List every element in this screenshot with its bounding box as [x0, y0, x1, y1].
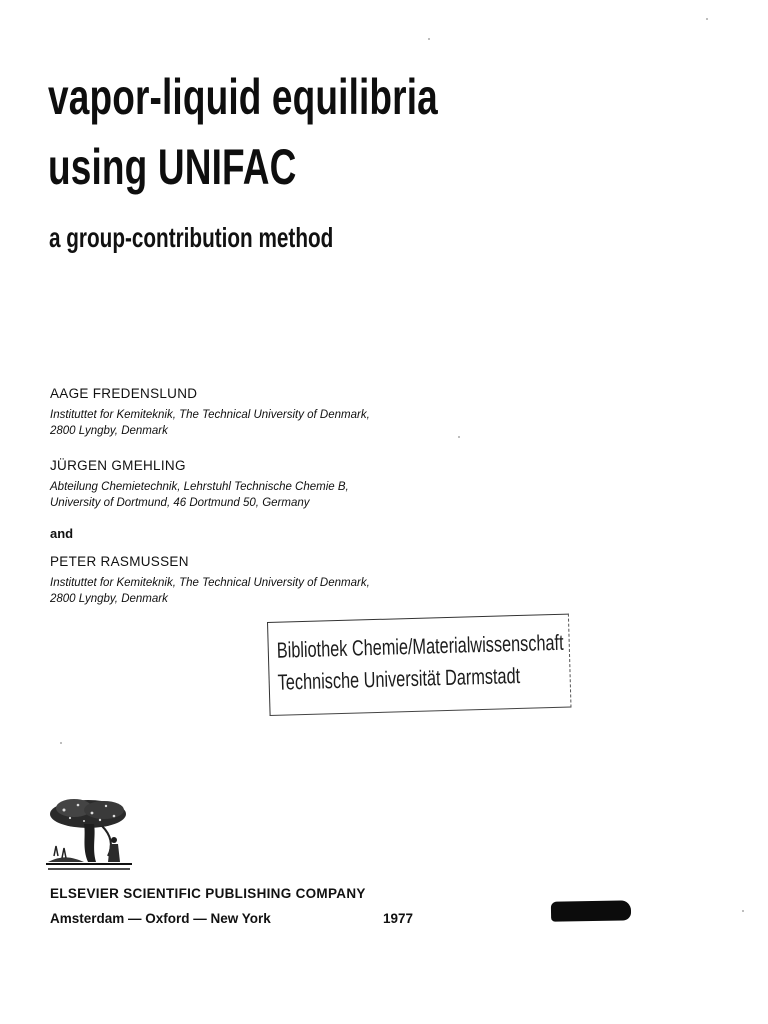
book-title-line-1: vapor-liquid equilibria [48, 69, 438, 125]
affiliation-line: Instituttet for Kemiteknik, The Technical University of Denmark, [50, 409, 370, 421]
publisher-places: Amsterdam — Oxford — New York [50, 911, 271, 926]
paper-speck [458, 436, 460, 438]
book-title [48, 62, 438, 202]
author-conjunction: and [50, 526, 74, 541]
publisher-name: ELSEVIER SCIENTIFIC PUBLISHING COMPANY [50, 886, 366, 901]
author-affiliation [50, 575, 370, 607]
paper-speck [428, 38, 430, 40]
author-affiliation [50, 407, 370, 439]
library-stamp-line-2: Technische Universität Darmstadt [277, 662, 521, 695]
author-block [50, 458, 349, 511]
paper-speck [742, 910, 744, 912]
library-stamp [267, 614, 572, 716]
affiliation-line: Instituttet for Kemiteknik, The Technical University of Denmark, [50, 577, 370, 589]
affiliation-line: Abteilung Chemietechnik, Lehrstuhl Technische Chemie B, [50, 481, 349, 493]
book-title-line-2: using UNIFAC [48, 139, 297, 195]
author-name: AAGE FREDENSLUND [50, 386, 198, 401]
affiliation-line: 2800 Lyngby, Denmark [50, 425, 168, 437]
book-subtitle: a group-contribution method [49, 222, 334, 253]
redaction-mark [551, 900, 631, 921]
affiliation-line: University of Dortmund, 46 Dortmund 50, Germany [50, 497, 310, 509]
elsevier-tree-logo-icon [44, 796, 136, 872]
author-affiliation [50, 479, 349, 511]
paper-speck [60, 742, 62, 744]
affiliation-line: 2800 Lyngby, Denmark [50, 593, 168, 605]
paper-speck [706, 18, 708, 20]
author-name: PETER RASMUSSEN [50, 554, 189, 569]
publication-year: 1977 [383, 911, 414, 926]
author-block [50, 554, 370, 607]
author-block [50, 386, 370, 439]
library-stamp-line-1: Bibliothek Chemie/Materialwissenschaft [276, 629, 564, 663]
author-name: JÜRGEN GMEHLING [50, 458, 186, 473]
